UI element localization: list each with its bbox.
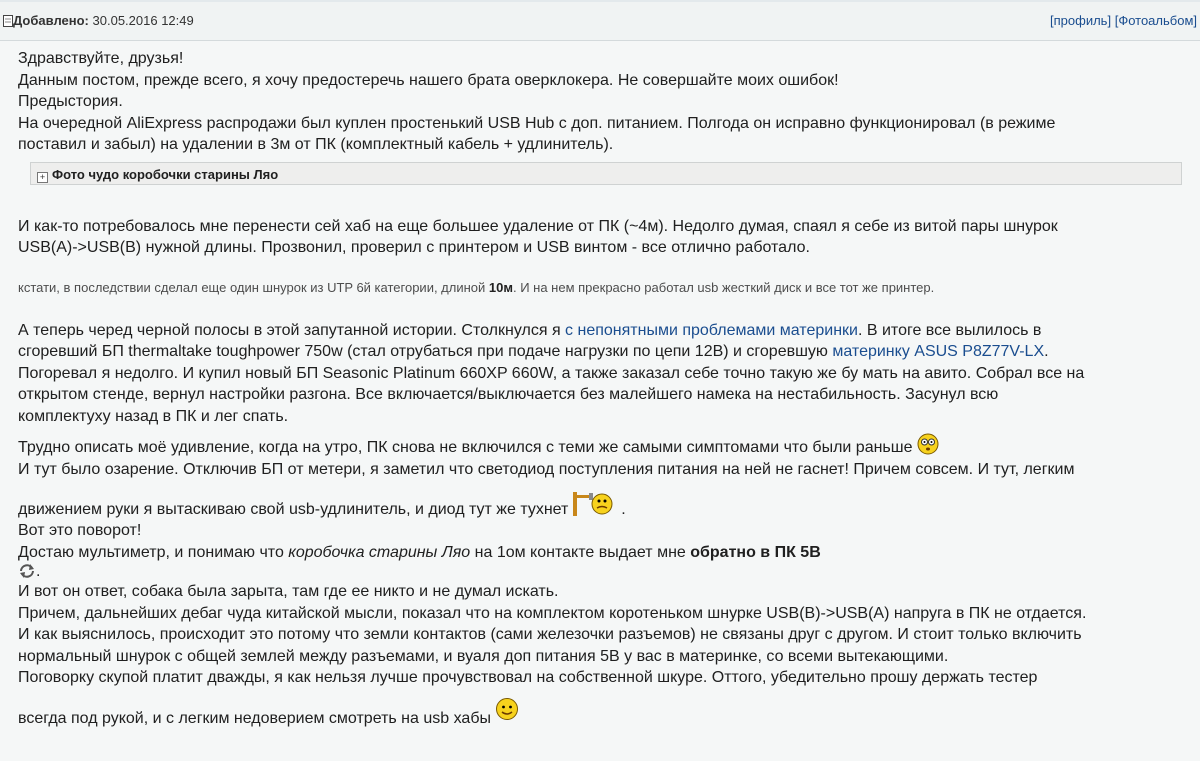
post-body: [18, 48, 1193, 729]
motherboard-model-link[interactable]: материнку ASUS P8Z77V-LX: [832, 343, 1045, 360]
post-icon: [3, 15, 13, 27]
paragraph: И тут было озарение. Отключив БП от метери, я заметил что светодиод поступления питания на ней не гаснет! Причем совсем. И тут, легким движением руки я вытаскиваю свой usb-удлинитель, и диод тут же тухнет .: [18, 461, 1075, 518]
surprised-smiley-icon: [917, 433, 939, 455]
unplug-smiley-icon: [573, 490, 613, 516]
paragraph: Достаю мультиметр, и понимаю что коробочка старины Ляо на 1ом контакте выдает мне обратно в ПК 5В: [18, 543, 821, 561]
smiling-smiley-icon: [495, 697, 519, 721]
greeting: Здравствуйте, друзья!: [18, 50, 184, 67]
posted-label: Добавлено:: [13, 13, 89, 28]
paragraph: На очередной AliExpress распродажи был куплен простенький USB Hub с доп. питанием. Полгода он исправно функционировал (в режиме поставил и забыл) на удалении в 3м от ПК (комплектный кабель + удлинитель).: [18, 114, 1056, 153]
rotate-icon: [18, 563, 36, 579]
side-note: кстати, в последствии сделал еще один шнурок из UTP 6й категории, длиной 10м. И на нем прекрасно работал usb жесткий диск и все тот же принтер.: [18, 279, 935, 295]
paragraph: И как-то потребовалось мне перенести сей хаб на еще большее удаление от ПК (~4м). Недолго думая, спаял я себе из витой пары шнурок USB(A)->USB(B) нужной длины. Прозвонил, проверил с принтером и USB винтом - все отлично работало.: [18, 217, 1058, 256]
twist-line: Вот это поворот!: [18, 522, 142, 539]
header-links: [1050, 13, 1197, 28]
spoiler-toggle[interactable]: [30, 162, 1182, 185]
spoiler-title: Фото чудо коробочки старины Ляо: [52, 166, 279, 182]
posted-date: 30.05.2016 12:49: [92, 13, 194, 28]
paragraph: А теперь черед черной полосы в этой запутанной истории. Столкнулся я с непонятными проблемами материнки. В итоге все вылилось в сгоревший БП thermaltake toughpower 750w (стал отрубаться при подаче нагрузки по цепи 12В) и сгоревшую материнку ASUS P8Z77V-LX. Погоревал я недолго. И купил новый БП Seasonic Platinum 660XP 660W, а также заказал себе точно такую же бу мать на авито. Собрал все на открытом стенде, вернул настройки разгона. Все включается/выключается без малейшего намека на нестабильность. Засунул всю комплектуху назад в ПК и лег спать.: [18, 321, 1085, 425]
motherboard-problems-link[interactable]: с непонятными проблемами материнки: [565, 321, 858, 339]
photo-album-link[interactable]: [Фотоальбом]: [1114, 13, 1197, 28]
backstory-heading: Предыстория.: [18, 93, 123, 110]
post-header: [0, 2, 1200, 41]
paragraph: всегда под рукой, и с легким недоверием смотреть на usb хабы: [18, 697, 1193, 730]
expand-icon[interactable]: +: [37, 172, 48, 183]
intro-text: Данным постом, прежде всего, я хочу предостеречь нашего брата оверклокера. Не совершайте моих ошибок!: [18, 71, 839, 89]
paragraph: .: [18, 563, 1193, 581]
profile-link[interactable]: [профиль]: [1050, 13, 1112, 28]
paragraph: Трудно описать моё удивление, когда на утро, ПК снова не включился с теми же самыми симптомами что были раньше: [18, 433, 1193, 459]
paragraph: И вот он ответ, собака была зарыта, там где ее никто и не думал искать. Причем, дальнейших дебаг чуда китайской мысли, показал что на комплектом коротеньком шнурке USB(B)->USB(A) напруга в ПК не отдается. И как выяснилось, происходит это потому что земли контактов (сами железочки разъемов) не связаны друг с другом. И стоит только включить нормальный шнурок с общей землей между разъемами, и вуаля доп питания 5В у вас в материнке, со всеми вытекающими. Поговорку скупой платит дважды, я как нельзя лучше прочувствовал на собственной шкуре. Оттого, убедительно прошу держать тестер: [18, 583, 1087, 686]
posted-info: [3, 13, 194, 28]
